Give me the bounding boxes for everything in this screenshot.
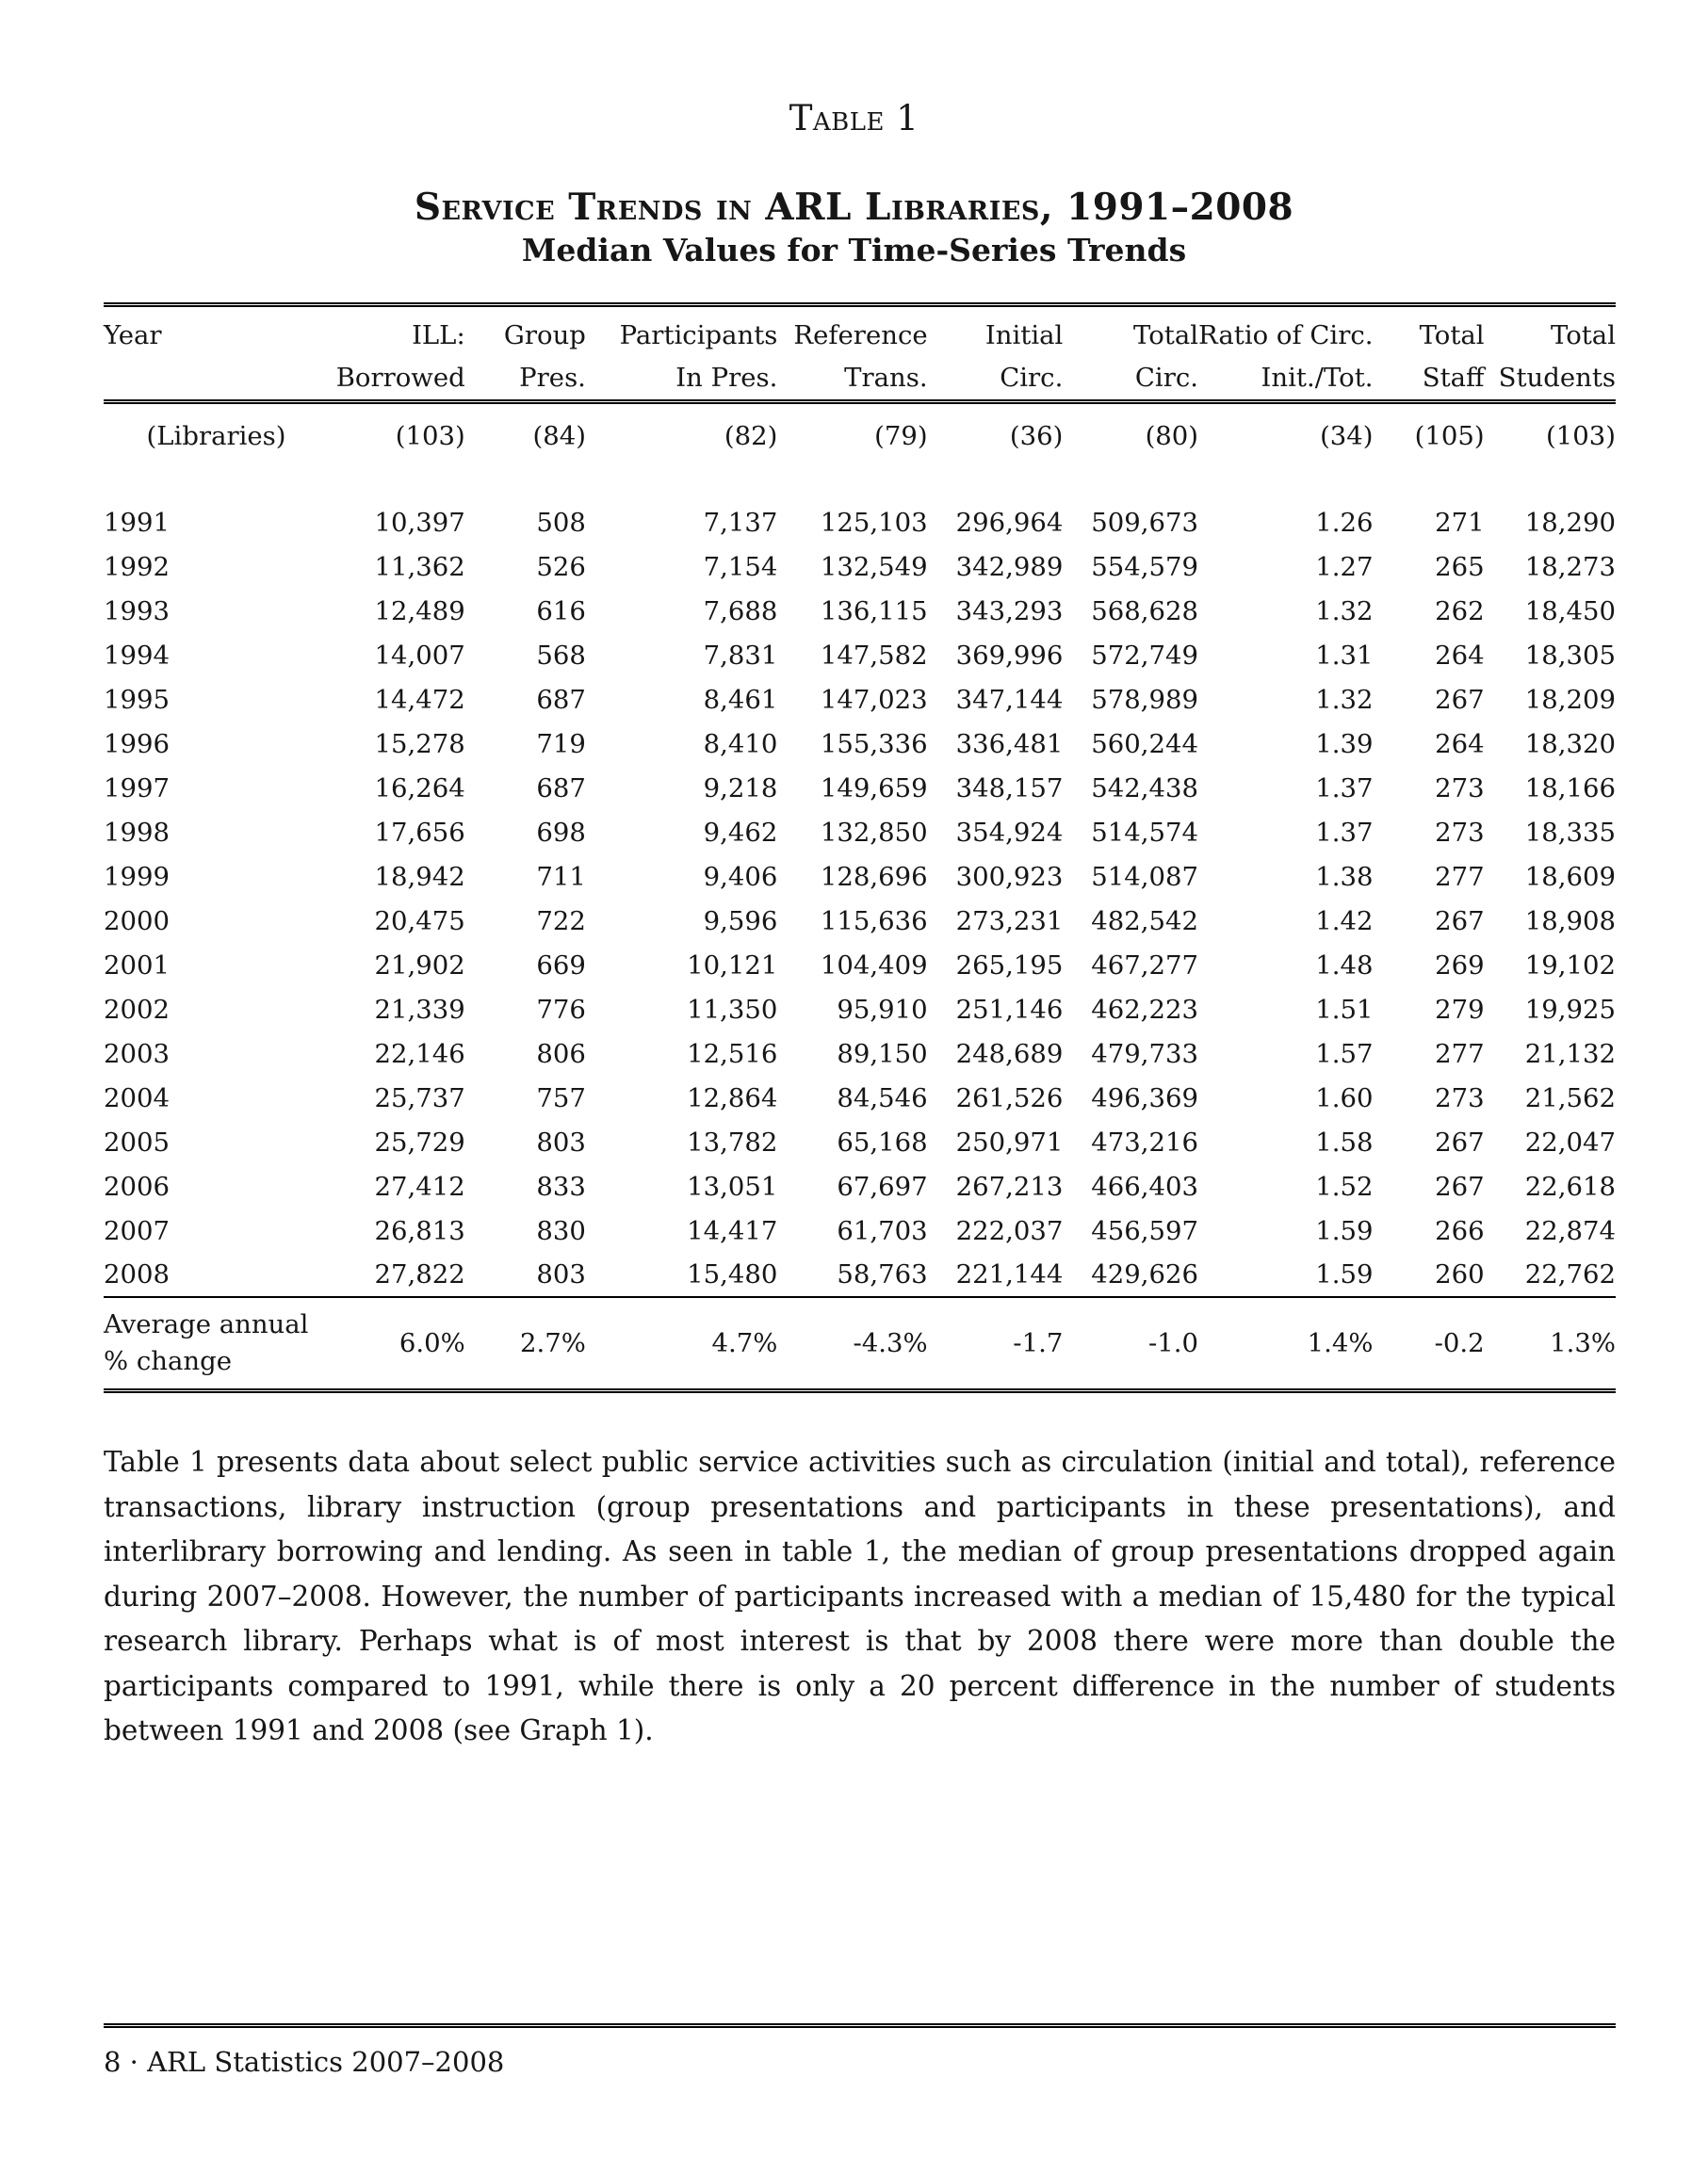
service-trends-table [104,302,1616,1393]
column-header-line2: Pres. [519,363,586,393]
column-header [928,305,1064,402]
libraries-count-cell: (103) [1546,421,1616,451]
column-header-line1: Reference [793,320,928,350]
value-cell: 22,762 [1524,1259,1616,1290]
value-cell: 7,831 [703,640,778,671]
value-cell: 803 [536,1259,586,1290]
document-subtitle: Median Values for Time-Series Trends [521,232,1187,268]
value-cell: 267 [1435,684,1485,715]
column-header-line1: Total [1419,320,1485,350]
libraries-count-cell: (82) [724,421,778,451]
value-cell: 155,336 [820,728,928,759]
libraries-count-cell: (84) [532,421,586,451]
column-header-line1: Group [503,320,586,350]
value-cell: 354,924 [955,817,1064,848]
value-cell: 95,910 [837,994,928,1025]
value-cell: 1.37 [1315,817,1374,848]
value-cell: 1.37 [1315,772,1374,803]
value-cell: 9,406 [703,861,778,892]
table-row [104,1031,1616,1076]
value-cell: 482,542 [1091,905,1199,936]
table-row [104,1164,1616,1209]
value-cell: 1.26 [1315,507,1374,538]
value-cell: 1.57 [1315,1038,1374,1069]
average-value-cell: 2.7% [465,1297,586,1391]
value-cell: 267 [1435,1127,1485,1158]
table-row [104,1253,1616,1297]
value-cell: 1.58 [1315,1127,1374,1158]
value-cell: 128,696 [820,861,928,892]
column-header-line1: Total [1133,320,1199,350]
value-cell: 273 [1435,817,1485,848]
column-header-line2: Circ. [1000,363,1064,393]
value-cell: 277 [1435,1038,1485,1069]
value-cell: 16,264 [374,772,465,803]
value-cell: 271 [1435,507,1485,538]
value-cell: 1.31 [1315,640,1374,671]
value-cell: 27,822 [374,1259,465,1290]
column-header [586,305,777,402]
column-header-line1: Participants [619,320,778,350]
value-cell: 1.27 [1315,551,1374,582]
value-cell: 260 [1435,1259,1485,1290]
value-cell: 1.32 [1315,595,1374,626]
value-cell: 466,403 [1091,1171,1199,1202]
column-header-line2: In Pres. [675,363,778,393]
column-header [1485,305,1616,402]
value-cell: 803 [536,1127,586,1158]
column-header [104,305,329,402]
value-cell: 1.51 [1315,994,1374,1025]
average-value-cell: -4.3% [777,1297,927,1391]
year-cell: 1993 [104,595,170,626]
year-cell: 2008 [104,1259,170,1290]
value-cell: 20,475 [374,905,465,936]
value-cell: 222,037 [955,1215,1064,1246]
value-cell: 1.48 [1315,949,1374,981]
average-label-line2: % change [104,1346,232,1376]
column-header-line2 [104,357,329,399]
libraries-count-cell: (103) [395,421,465,451]
average-value-cell: -1.7 [928,1297,1064,1391]
value-cell: 12,516 [687,1038,778,1069]
value-cell: 509,673 [1091,507,1199,538]
table-footer [104,1297,1616,1391]
libraries-count-cell: (36) [1009,421,1064,451]
value-cell: 429,626 [1091,1259,1199,1290]
year-cell: 1995 [104,684,170,715]
year-cell: 2002 [104,994,170,1025]
libraries-count-row [104,402,1616,501]
value-cell: 19,925 [1524,994,1616,1025]
year-cell: 1998 [104,817,170,848]
page-number-text: 8 · ARL Statistics 2007–2008 [104,2046,505,2078]
value-cell: 711 [536,861,586,892]
average-label-line1: Average annual [104,1309,309,1339]
year-cell: 2001 [104,949,170,981]
year-cell: 2006 [104,1171,170,1202]
value-cell: 343,293 [955,595,1064,626]
value-cell: 265,195 [955,949,1064,981]
value-cell: 776 [536,994,586,1025]
value-cell: 264 [1435,640,1485,671]
value-cell: 342,989 [955,551,1064,582]
value-cell: 369,996 [955,640,1064,671]
value-cell: 261,526 [955,1082,1064,1113]
value-cell: 61,703 [837,1215,928,1246]
value-cell: 687 [536,772,586,803]
header-row [104,305,1616,402]
value-cell: 11,350 [687,994,778,1025]
commentary-paragraph: Table 1 presents data about select public service activities such as circulation (initial and total), reference transactions, library instruction (group presentations and participants in these presentations), and interlibrary borrowing and lending. As seen in table 1, the median of group presentations dropped again during 2007–2008. However, the number of participants increased with a median of 15,480 for the typical research library. Perhaps what is of most interest is that by 2008 there were more than double the participants compared to 1991, while there is only a 20 percent difference in the number of students between 1991 and 2008 (see Graph 1). [104,1446,1616,1746]
average-value-cell: -0.2 [1374,1297,1485,1391]
year-cell: 2007 [104,1215,170,1246]
value-cell: 147,023 [820,684,928,715]
value-cell: 84,546 [837,1082,928,1113]
value-cell: 21,132 [1524,1038,1616,1069]
value-cell: 18,320 [1524,728,1616,759]
value-cell: 8,461 [703,684,778,715]
value-cell: 336,481 [955,728,1064,759]
value-cell: 279 [1435,994,1485,1025]
column-header-line2: Trans. [844,363,928,393]
value-cell: 89,150 [837,1038,928,1069]
average-value-cell: 1.3% [1485,1297,1616,1391]
value-cell: 526 [536,551,586,582]
value-cell: 115,636 [820,905,928,936]
table-row [104,677,1616,722]
value-cell: 560,244 [1091,728,1199,759]
value-cell: 462,223 [1091,994,1199,1025]
value-cell: 266 [1435,1215,1485,1246]
value-cell: 514,574 [1091,817,1199,848]
value-cell: 19,102 [1524,949,1616,981]
column-header-line2: Init./Tot. [1261,363,1374,393]
table-label: Table 1 [789,98,919,138]
table-row [104,544,1616,589]
value-cell: 572,749 [1091,640,1199,671]
column-header-line1: Year [104,320,162,350]
value-cell: 18,908 [1524,905,1616,936]
value-cell: 542,438 [1091,772,1199,803]
value-cell: 1.39 [1315,728,1374,759]
value-cell: 264 [1435,728,1485,759]
value-cell: 27,412 [374,1171,465,1202]
value-cell: 18,209 [1524,684,1616,715]
column-header [1374,305,1485,402]
value-cell: 221,144 [955,1259,1064,1290]
value-cell: 9,218 [703,772,778,803]
year-cell: 1999 [104,861,170,892]
value-cell: 14,007 [374,640,465,671]
value-cell: 18,273 [1524,551,1616,582]
value-cell: 273 [1435,1082,1485,1113]
libraries-count-cell: (80) [1145,421,1199,451]
value-cell: 18,166 [1524,772,1616,803]
value-cell: 15,480 [687,1259,778,1290]
value-cell: 273,231 [955,905,1064,936]
value-cell: 65,168 [837,1127,928,1158]
table-body [104,500,1616,1297]
value-cell: 22,874 [1524,1215,1616,1246]
year-cell: 1991 [104,507,170,538]
column-header [777,305,927,402]
value-cell: 568 [536,640,586,671]
average-row [104,1297,1616,1391]
value-cell: 1.52 [1315,1171,1374,1202]
value-cell: 467,277 [1091,949,1199,981]
table-row [104,722,1616,766]
value-cell: 26,813 [374,1215,465,1246]
value-cell: 136,115 [820,595,928,626]
value-cell: 18,335 [1524,817,1616,848]
value-cell: 719 [536,728,586,759]
value-cell: 806 [536,1038,586,1069]
year-cell: 2003 [104,1038,170,1069]
table-row [104,899,1616,943]
value-cell: 147,582 [820,640,928,671]
value-cell: 496,369 [1091,1082,1199,1113]
value-cell: 58,763 [837,1259,928,1290]
value-cell: 265 [1435,551,1485,582]
average-value-cell: 6.0% [329,1297,465,1391]
column-header-line1: ILL: [412,320,465,350]
value-cell: 757 [536,1082,586,1113]
table-row [104,633,1616,677]
value-cell: 1.60 [1315,1082,1374,1113]
table-row [104,589,1616,633]
table-row [104,810,1616,854]
value-cell: 9,462 [703,817,778,848]
table-header [104,305,1616,501]
value-cell: 456,597 [1091,1215,1199,1246]
libraries-count-cell: (34) [1320,421,1374,451]
value-cell: 473,216 [1091,1127,1199,1158]
column-header-line1: Initial [984,320,1064,350]
value-cell: 277 [1435,861,1485,892]
value-cell: 21,562 [1524,1082,1616,1113]
value-cell: 1.32 [1315,684,1374,715]
value-cell: 149,659 [820,772,928,803]
column-header [1198,305,1373,402]
value-cell: 833 [536,1171,586,1202]
table-row [104,1076,1616,1120]
table-row [104,1120,1616,1164]
value-cell: 1.59 [1315,1259,1374,1290]
page-footer [104,2023,1616,2078]
value-cell: 248,689 [955,1038,1064,1069]
value-cell: 67,697 [837,1171,928,1202]
value-cell: 687 [536,684,586,715]
column-header [465,305,586,402]
value-cell: 13,051 [687,1171,778,1202]
libraries-label: (Libraries) [146,421,286,451]
value-cell: 10,121 [687,949,778,981]
value-cell: 15,278 [374,728,465,759]
value-cell: 22,146 [374,1038,465,1069]
year-cell: 1994 [104,640,170,671]
year-cell: 2004 [104,1082,170,1113]
value-cell: 18,450 [1524,595,1616,626]
value-cell: 251,146 [955,994,1064,1025]
average-value-cell: 1.4% [1198,1297,1373,1391]
value-cell: 18,290 [1524,507,1616,538]
value-cell: 348,157 [955,772,1064,803]
value-cell: 1.42 [1315,905,1374,936]
table-row [104,1209,1616,1253]
value-cell: 14,472 [374,684,465,715]
value-cell: 1.59 [1315,1215,1374,1246]
value-cell: 267 [1435,1171,1485,1202]
value-cell: 12,864 [687,1082,778,1113]
table-row [104,943,1616,987]
value-cell: 250,971 [955,1127,1064,1158]
value-cell: 104,409 [820,949,928,981]
value-cell: 554,579 [1091,551,1199,582]
value-cell: 25,729 [374,1127,465,1158]
value-cell: 300,923 [955,861,1064,892]
value-cell: 8,410 [703,728,778,759]
value-cell: 267 [1435,905,1485,936]
value-cell: 514,087 [1091,861,1199,892]
column-header-line2: Borrowed [335,363,465,393]
value-cell: 132,549 [820,551,928,582]
value-cell: 10,397 [374,507,465,538]
value-cell: 273 [1435,772,1485,803]
value-cell: 296,964 [955,507,1064,538]
value-cell: 18,305 [1524,640,1616,671]
column-header-line1: Ratio of Circ. [1198,320,1374,350]
value-cell: 13,782 [687,1127,778,1158]
value-cell: 12,489 [374,595,465,626]
libraries-count-cell: (79) [874,421,928,451]
value-cell: 21,339 [374,994,465,1025]
value-cell: 262 [1435,595,1485,626]
year-cell: 1996 [104,728,170,759]
table-row [104,766,1616,810]
value-cell: 132,850 [820,817,928,848]
value-cell: 17,656 [374,817,465,848]
value-cell: 22,618 [1524,1171,1616,1202]
year-cell: 2005 [104,1127,170,1158]
column-header-line2: Staff [1422,363,1485,393]
average-value-cell: -1.0 [1063,1297,1198,1391]
value-cell: 22,047 [1524,1127,1616,1158]
table-row [104,987,1616,1031]
column-header-line1: Total [1550,320,1616,350]
column-header-line2: Circ. [1134,363,1199,393]
column-header [1063,305,1198,402]
value-cell: 7,688 [703,595,778,626]
value-cell: 18,942 [374,861,465,892]
value-cell: 7,154 [703,551,778,582]
value-cell: 25,737 [374,1082,465,1113]
value-cell: 479,733 [1091,1038,1199,1069]
value-cell: 347,144 [955,684,1064,715]
value-cell: 568,628 [1091,595,1199,626]
document-title: Service Trends in ARL Libraries, 1991–2008 [414,186,1294,229]
table-row [104,500,1616,544]
value-cell: 9,596 [703,905,778,936]
year-cell: 1992 [104,551,170,582]
value-cell: 7,137 [703,507,778,538]
value-cell: 14,417 [687,1215,778,1246]
value-cell: 830 [536,1215,586,1246]
column-header-line2: Students [1498,363,1616,393]
value-cell: 269 [1435,949,1485,981]
year-cell: 1997 [104,772,170,803]
table-row [104,854,1616,899]
value-cell: 267,213 [955,1171,1064,1202]
value-cell: 616 [536,595,586,626]
value-cell: 125,103 [820,507,928,538]
value-cell: 18,609 [1524,861,1616,892]
value-cell: 578,989 [1091,684,1199,715]
libraries-count-cell: (105) [1414,421,1485,451]
value-cell: 722 [536,905,586,936]
value-cell: 508 [536,507,586,538]
average-value-cell: 4.7% [586,1297,777,1391]
column-header [329,305,465,402]
value-cell: 11,362 [374,551,465,582]
value-cell: 669 [536,949,586,981]
value-cell: 698 [536,817,586,848]
value-cell: 1.38 [1315,861,1374,892]
year-cell: 2000 [104,905,170,936]
average-label [104,1297,329,1391]
value-cell: 21,902 [374,949,465,981]
